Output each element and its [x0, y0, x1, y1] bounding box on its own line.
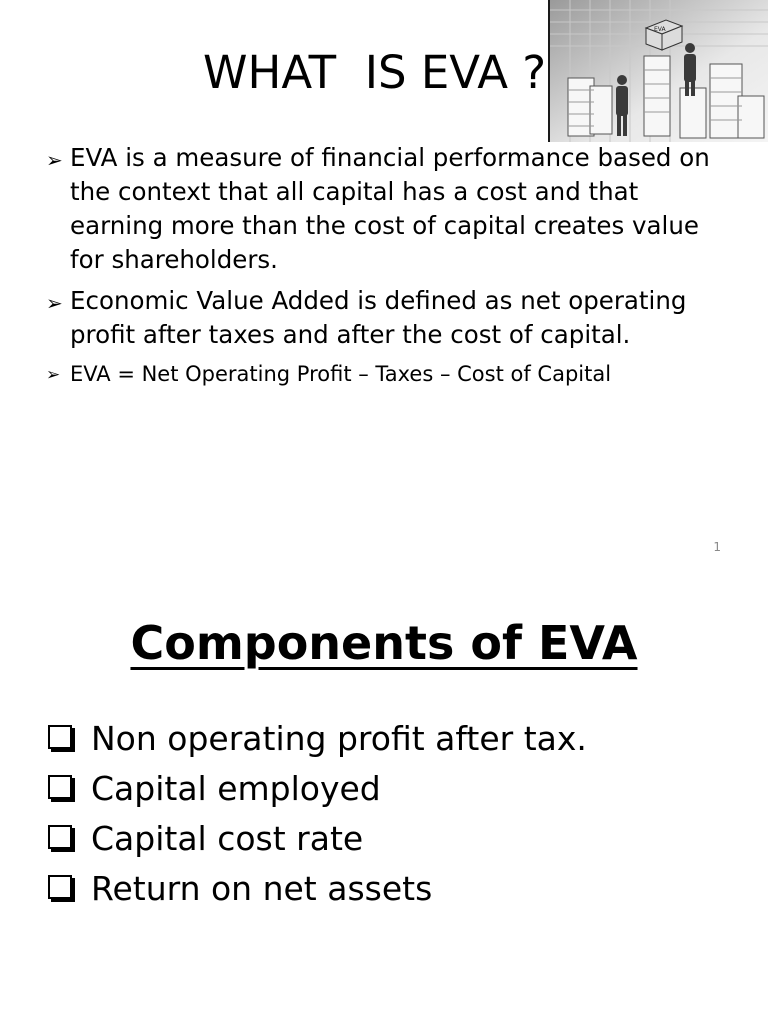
checkbox-bullet-icon	[48, 875, 72, 899]
bullet-item	[46, 359, 736, 389]
checkbox-bullet-icon	[48, 825, 72, 849]
list-item-text: Non operating profit after tax.	[91, 719, 587, 758]
svg-text:EVA: EVA	[654, 26, 666, 33]
arrow-bullet-icon: ➢	[46, 365, 61, 385]
list-item	[48, 864, 587, 914]
list-item-text: Capital employed	[91, 769, 381, 808]
list-item-text: Capital cost rate	[91, 819, 364, 858]
arrow-bullet-icon: ➢	[46, 291, 63, 315]
slide-number: 1	[713, 540, 721, 554]
slide-2	[0, 586, 768, 1024]
bullet-item	[46, 284, 736, 352]
checkbox-bullet-icon	[48, 725, 72, 749]
slide-2-title: Components of EVA	[130, 616, 638, 670]
arrow-bullet-icon: ➢	[46, 148, 63, 172]
bullet-text: EVA = Net Operating Profit – Taxes – Cost of Capital	[70, 362, 612, 386]
slide-2-checklist	[48, 714, 587, 914]
list-item	[48, 814, 587, 864]
list-item-text: Return on net assets	[91, 869, 433, 908]
bullet-item	[46, 141, 736, 277]
checkbox-bullet-icon	[48, 775, 72, 799]
slide-1-bullet-list	[46, 141, 736, 389]
bullet-text: Economic Value Added is defined as net operating profit after taxes and after the cost of capital.	[70, 286, 687, 349]
bullet-text: EVA is a measure of financial performance based on the context that all capital has a cost and that earning more than the cost of capital creates value for shareholders.	[70, 143, 710, 274]
business-clipart-image	[548, 0, 768, 142]
list-item	[48, 714, 587, 764]
list-item	[48, 764, 587, 814]
slide-1-title: WHAT IS EVA ?	[203, 46, 547, 99]
